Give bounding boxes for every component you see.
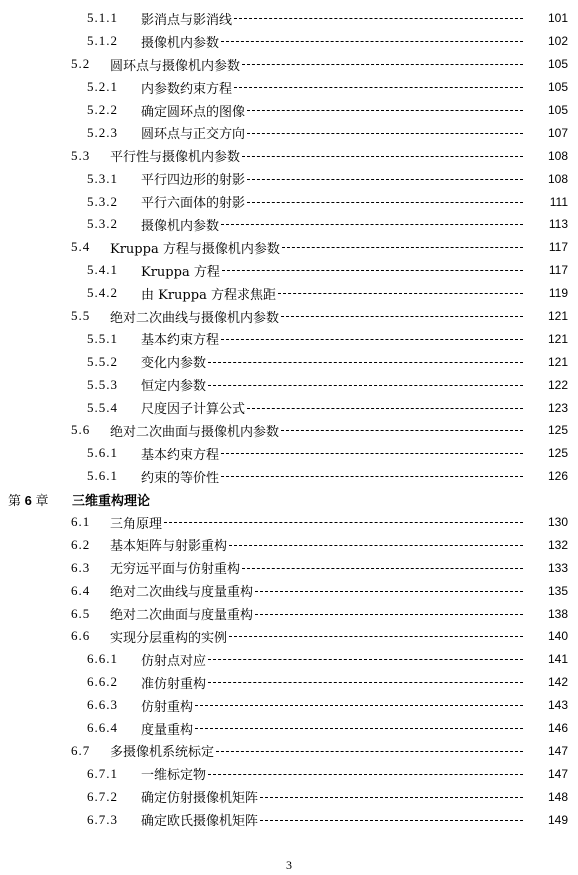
toc-entry-page: 138 [547,606,568,621]
toc-entry-page: 108 [547,171,568,186]
toc-entry-number: 5.2.2 [87,102,118,117]
toc-entry-title: 平行性与摄像机内参数 [110,150,241,166]
toc-entry-page: 105 [547,57,568,72]
toc-leader-line [255,614,523,615]
toc-leader-line [242,568,523,569]
toc-entry[interactable] [0,419,578,442]
toc-entry[interactable] [0,167,578,190]
toc-entry-page: 108 [547,148,568,163]
toc-leader-line [229,545,523,546]
toc-entry-number: 6.6.2 [87,674,118,690]
toc-leader-line [221,339,523,340]
toc-entry-number: 5.4 [71,239,91,255]
toc-leader-line [164,522,523,523]
toc-entry-title: 约束的等价性 [141,470,220,486]
toc-entry-number: 6.4 [71,582,91,598]
toc-leader-line [260,797,523,798]
toc-leader-line [216,751,523,752]
toc-leader-line [229,636,523,637]
toc-entry-page: 147 [547,766,568,781]
toc-entry-page: 148 [547,789,568,804]
toc-entry-page: 130 [547,515,568,530]
toc-entry-page: 125 [547,446,568,461]
toc-entry-number: 6.6.4 [87,720,118,736]
toc-entry-title: 绝对二次曲面与度量重构 [110,608,254,624]
toc-entry-title: 平行六面体的射影 [141,196,246,212]
toc-entry-title: 变化内参数 [141,356,207,372]
toc-leader-line [221,453,523,454]
toc-entry[interactable] [0,717,578,740]
toc-entry-number: 5.5.4 [87,399,118,415]
toc-entry-number: 5.1.2 [87,33,118,49]
toc-entry-number: 5.5.2 [87,353,118,369]
toc-entry[interactable] [0,99,578,122]
toc-chapter-entry[interactable] [0,488,578,511]
toc-entry-page: 146 [547,721,568,736]
toc-entry[interactable] [0,259,578,282]
toc-entry[interactable] [0,144,578,167]
chapter-prefix: 第 [8,492,22,508]
toc-entry-number: 5.3.2 [87,193,118,209]
toc-entry-number: 5.6.1 [87,445,118,461]
toc-entry-title: 内参数约束方程 [141,81,233,97]
toc-entry-number: 5.6 [71,422,91,438]
toc-entry-title: 确定欧氏摄像机矩阵 [141,814,259,830]
toc-entry-number: 5.2.3 [87,124,118,140]
toc-entry[interactable] [0,602,578,625]
toc-entry-page: 121 [547,309,568,324]
toc-entry[interactable] [0,465,578,488]
toc-entry[interactable] [0,511,578,534]
toc-entry-title: 绝对二次曲面与摄像机内参数 [110,424,280,440]
toc-leader-line [255,591,523,592]
toc-leader-line [247,110,523,111]
toc-entry-number: 5.5.1 [87,330,118,346]
toc-entry-number: 6.3 [71,559,91,575]
toc-entry[interactable] [0,740,578,763]
toc-entry-title: 仿射点对应 [141,653,207,669]
toc-entry-page: 121 [547,354,568,369]
toc-entry-number: 5.3.2 [87,216,118,232]
toc-entry-page: 122 [547,377,568,392]
toc-leader-line [195,705,523,706]
toc-entry-number: 5.3.1 [87,170,118,186]
toc-entry-title: 多摄像机系统标定 [110,745,215,761]
toc-entry[interactable] [0,556,578,579]
toc-entry-number: 6.7 [71,742,91,758]
chapter-number: 6 [24,492,32,508]
toc-entry-number [8,490,49,509]
toc-entry[interactable] [0,579,578,602]
toc-entry-title: 摄像机内参数 [141,35,220,51]
toc-leader-line [208,385,523,386]
toc-entry-number: 5.3 [71,147,91,163]
toc-entry-title: 三维重构理论 [72,493,151,509]
toc-entry-number: 6.6.3 [87,697,118,713]
toc-entry[interactable] [0,327,578,350]
toc-entry-title: 绝对二次曲线与摄像机内参数 [110,310,280,326]
toc-entry-number: 6.7.2 [87,788,118,804]
toc-entry-page: 133 [547,560,568,575]
toc-entry-page: 149 [547,812,568,827]
toc-entry-number: 5.6.1 [87,468,118,484]
toc-entry-number: 6.6 [71,628,91,644]
toc-entry[interactable] [0,762,578,785]
toc-entry-number: 5.5.3 [87,376,118,392]
toc-entry-title: 摄像机内参数 [141,218,220,234]
toc-leader-line [242,156,523,157]
toc-leader-line [281,430,523,431]
toc-entry-title: 绝对二次曲线与度量重构 [110,585,254,601]
toc-entry[interactable] [0,442,578,465]
toc-entry[interactable] [0,53,578,76]
toc-leader-line [281,316,523,317]
toc-entry-title: 度量重构 [141,722,194,738]
toc-entry-page: 125 [547,423,568,438]
toc-entry-title: 平行四边形的射影 [141,173,246,189]
toc-entry-page: 142 [547,675,568,690]
toc-leader-line [242,64,523,65]
toc-entry-title: 实现分层重构的实例 [110,630,228,646]
toc-entry-title: 三角原理 [110,516,163,532]
toc-entry-number: 6.7.3 [87,811,118,827]
toc-leader-line [221,476,523,477]
toc-entry[interactable] [0,282,578,305]
table-of-contents [0,7,578,831]
toc-leader-line [222,270,523,271]
toc-leader-line [208,774,523,775]
toc-entry[interactable] [0,236,578,259]
toc-entry-number: 6.1 [71,514,91,530]
toc-leader-line [195,728,523,729]
toc-entry-number: 5.5 [71,308,91,324]
toc-entry[interactable] [0,808,578,831]
toc-entry[interactable] [0,213,578,236]
toc-entry[interactable] [0,533,578,556]
toc-entry-title: 一维标定物 [141,768,207,784]
toc-entry-title: 基本矩阵与射影重构 [110,539,228,555]
toc-entry-page: 117 [548,263,568,278]
toc-entry[interactable] [0,373,578,396]
toc-entry-page: 135 [547,583,568,598]
toc-entry-page: 141 [547,652,568,667]
toc-entry-title: 确定圆环点的图像 [141,104,246,120]
toc-entry[interactable] [0,671,578,694]
toc-entry[interactable] [0,785,578,808]
toc-entry[interactable] [0,648,578,671]
toc-leader-line [208,659,523,660]
toc-entry[interactable] [0,30,578,53]
toc-entry-number: 5.1.1 [87,10,118,26]
toc-entry[interactable] [0,7,578,30]
toc-entry-title: 恒定内参数 [141,379,207,395]
toc-leader-line [260,820,523,821]
toc-entry-page: 143 [547,698,568,713]
toc-entry[interactable] [0,121,578,144]
toc-entry-page: 123 [547,400,568,415]
toc-entry[interactable] [0,396,578,419]
toc-entry-page: 126 [547,469,568,484]
toc-entry-title: 确定仿射摄像机矩阵 [141,791,259,807]
toc-leader-line [221,41,523,42]
toc-entry[interactable] [0,625,578,648]
toc-leader-line [282,247,523,248]
toc-entry-page: 105 [547,80,568,95]
toc-entry-title: Kruppa 方程与摄像机内参数 [110,241,280,257]
toc-entry-title: 无穷远平面与仿射重构 [110,562,241,578]
toc-entry-number: 6.2 [71,536,91,552]
toc-entry[interactable] [0,76,578,99]
toc-entry-number: 6.7.1 [87,765,118,781]
toc-entry-title: 准仿射重构 [141,676,207,692]
toc-entry-page: 140 [547,629,568,644]
toc-entry-number: 6.5 [71,605,91,621]
toc-entry-page: 111 [549,194,568,209]
toc-leader-line [247,202,523,203]
toc-entry-page: 119 [548,286,568,301]
toc-entry-page: 147 [547,743,568,758]
toc-entry-title: 影消点与影消线 [141,12,233,28]
toc-entry-page: 102 [547,34,568,49]
toc-entry-number: 5.4.2 [87,285,118,301]
toc-entry-page: 101 [547,11,568,26]
toc-entry-title: 基本约束方程 [141,333,220,349]
toc-entry-title: Kruppa 方程 [141,264,220,280]
toc-entry[interactable] [0,305,578,328]
toc-leader-line [234,87,523,88]
toc-leader-line [234,18,523,19]
toc-leader-line [247,133,523,134]
toc-entry-page: 105 [547,103,568,117]
page-number: 3 [286,858,292,872]
toc-leader-line [278,293,523,294]
toc-entry-title: 由 Kruppa 方程求焦距 [141,287,276,303]
toc-entry[interactable] [0,190,578,213]
toc-entry-title: 圆环点与摄像机内参数 [110,58,241,74]
toc-entry[interactable] [0,350,578,373]
toc-entry-number: 5.2.1 [87,79,118,95]
toc-leader-line [247,179,523,180]
toc-leader-line [247,408,523,409]
toc-entry-title: 圆环点与正交方向 [141,127,246,143]
toc-entry-page: 117 [548,240,568,255]
toc-entry-page: 132 [547,537,568,552]
toc-entry-page: 121 [547,331,568,346]
toc-entry-title: 仿射重构 [141,699,194,715]
toc-entry-title: 尺度因子计算公式 [141,402,246,418]
toc-entry-number: 5.4.1 [87,262,118,278]
toc-entry-number: 5.2 [71,56,91,72]
toc-entry[interactable] [0,694,578,717]
toc-entry-title: 基本约束方程 [141,447,220,463]
toc-entry-page: 113 [548,217,568,232]
toc-entry-page: 107 [547,125,568,140]
toc-leader-line [221,224,523,225]
toc-entry-number: 6.6.1 [87,651,118,667]
toc-leader-line [208,682,523,683]
toc-leader-line [208,362,523,363]
chapter-suffix: 章 [35,492,49,508]
